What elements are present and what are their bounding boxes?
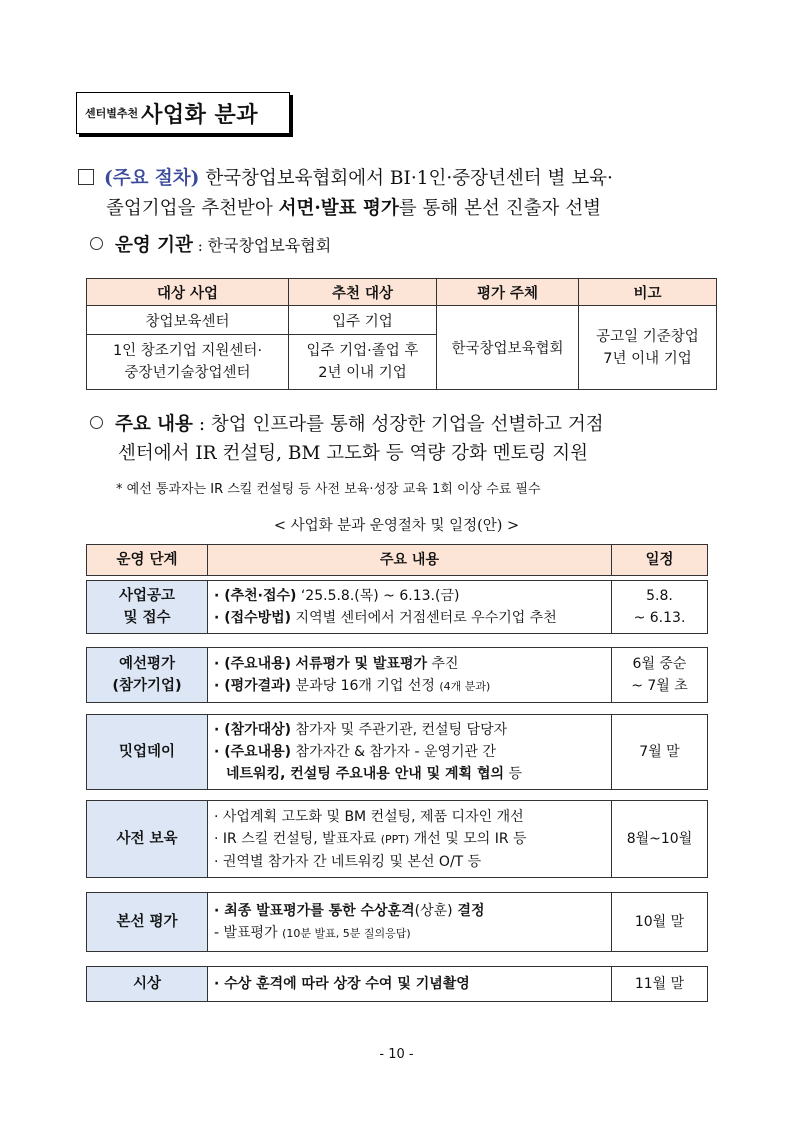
content-line-2: 센터에서 IR 컨설팅, BM 고도화 등 역량 강화 멘토링 지원	[118, 443, 589, 464]
content-label: 주요 내용	[115, 414, 193, 435]
date-cell: 8월~10월	[626, 831, 693, 847]
procedure-label: (주요 절차)	[104, 168, 200, 189]
schedule-row	[86, 966, 708, 1002]
table-header: 주요 내용	[208, 545, 612, 575]
table-cell: 창업보육센터	[87, 306, 289, 335]
operator-sep: :	[192, 237, 208, 255]
content-text-1: : 창업 인프라를 통해 성장한 기업을 선별하고 거점	[192, 414, 604, 435]
content-cell	[208, 581, 612, 633]
content-line: · 최종 발표평가를 통한 수상훈격(상훈) 결정	[214, 902, 485, 919]
procedure-text-2c: 를 통해 본선 진출자 선별	[398, 198, 601, 219]
content-cell	[208, 715, 612, 789]
schedule-header	[86, 544, 708, 576]
content-line: · (참가대상) 참가자 및 주관기관, 컨설팅 담당자	[214, 722, 508, 738]
procedure-emphasis: 서면·발표 평가	[278, 198, 399, 219]
stage-cell	[87, 648, 208, 702]
content-line-1	[90, 410, 604, 440]
evaluator-cell: 한국창업보육협회	[437, 306, 579, 390]
table-header: 운영 단계	[87, 545, 208, 575]
note-line: 공고일 기준창업	[596, 328, 699, 345]
date-cell: 10월 말	[634, 914, 685, 930]
content-line: · 권역별 참가자 간 네트워킹 및 본선 O/T 등	[214, 853, 482, 870]
stage-line: 사업공고	[118, 588, 176, 604]
cell-line: 입주 기업·졸업 후	[306, 343, 419, 359]
circle-bullet	[90, 237, 103, 250]
content-line: · (추천·접수) ‘25.5.8.(목) ~ 6.13.(금)	[214, 588, 460, 604]
table-cell	[87, 335, 289, 390]
page-number: - 10 -	[379, 1047, 414, 1062]
schedule-row	[86, 892, 708, 952]
footnote: * 예선 통과자는 IR 스킬 컨설팅 등 사전 보육·성장 교육 1회 이상 수료 필수	[116, 482, 541, 497]
table-header: 추천 대상	[289, 279, 437, 306]
stage-cell: 시상	[87, 967, 208, 1001]
page-title: 사업화 분과	[141, 101, 259, 128]
schedule-row	[86, 580, 708, 634]
table-header: 비고	[579, 279, 717, 306]
procedure-line-2	[106, 194, 601, 224]
checkbox-bullet	[78, 169, 94, 185]
content-cell	[208, 893, 612, 951]
content-line: - 발표평가 (10분 발표, 5분 질의응답)	[214, 924, 411, 941]
cell-line: 2년 이내 기업	[318, 365, 407, 381]
stage-cell: 본선 평가	[87, 893, 208, 951]
content-cell	[208, 967, 612, 1001]
schedule-row	[86, 647, 708, 703]
stage-line: 예선평가	[118, 656, 175, 672]
stage-cell	[87, 581, 208, 633]
stage-cell: 사전 보육	[87, 801, 208, 877]
content-cell	[208, 801, 612, 877]
table-header: 일정	[612, 545, 707, 575]
table-cell	[289, 335, 437, 390]
operator-label: 운영 기관	[115, 235, 193, 256]
table-cell: 입주 기업	[289, 306, 437, 335]
content-line: · (주요내용) 서류평가 및 발표평가 추진	[214, 655, 459, 672]
stage-line: 및 접수	[123, 610, 171, 626]
circle-bullet	[90, 416, 103, 429]
procedure-text-1: 한국창업보육협회에서 BI·1인·중장년센터 별 보육·	[199, 168, 613, 189]
date-cell: 7월 말	[639, 744, 680, 760]
operator-value: 한국창업보육협회	[207, 236, 332, 255]
title-tag: 센터별추천	[85, 107, 139, 120]
procedure-text-2a: 졸업기업을 추천받아	[106, 198, 279, 219]
content-line: · IR 스킬 컨설팅, 발표자료 (PPT) 개선 및 모의 IR 등	[214, 830, 527, 847]
content-cell	[208, 648, 612, 702]
date-cell: 11월 말	[634, 976, 685, 992]
table-header: 평가 주체	[437, 279, 579, 306]
section-title-box	[76, 92, 290, 134]
target-table	[86, 278, 717, 390]
date-cell: 6월 중순 ~ 7월 초	[631, 656, 688, 694]
note-line: 7년 이내 기업	[603, 350, 692, 367]
content-line: 네트워킹, 컨설팅 주요내용 안내 및 계획 협의 등	[226, 766, 522, 782]
stage-line: (참가기업)	[112, 678, 182, 694]
content-line: · 사업계획 고도화 및 BM 컨설팅, 제품 디자인 개선	[214, 808, 524, 825]
operator-line	[90, 231, 331, 261]
cell-line: 중장년기술창업센터	[124, 365, 251, 381]
stage-cell: 밋업데이	[87, 715, 208, 789]
date-cell: 5.8. ~ 6.13.	[633, 588, 686, 626]
procedure-line-1	[78, 164, 613, 194]
content-line: · (주요내용) 참가자간 & 참가자 - 운영기관 간	[214, 744, 497, 760]
note-cell	[579, 306, 717, 390]
content-line: · (평가결과) 분과당 16개 기업 선정 (4개 분과)	[214, 677, 491, 694]
cell-line: 1인 창조기업 지원센터·	[112, 343, 263, 359]
content-line: · 수상 훈격에 따라 상장 수여 및 기념촬영	[214, 976, 470, 992]
schedule-caption: < 사업화 분과 운영절차 및 일정(안) >	[273, 518, 520, 534]
content-line: · (접수방법) 지역별 센터에서 거점센터로 우수기업 추천	[214, 610, 557, 626]
table-header: 대상 사업	[87, 279, 289, 306]
schedule-row	[86, 714, 708, 790]
schedule-row	[86, 800, 708, 878]
